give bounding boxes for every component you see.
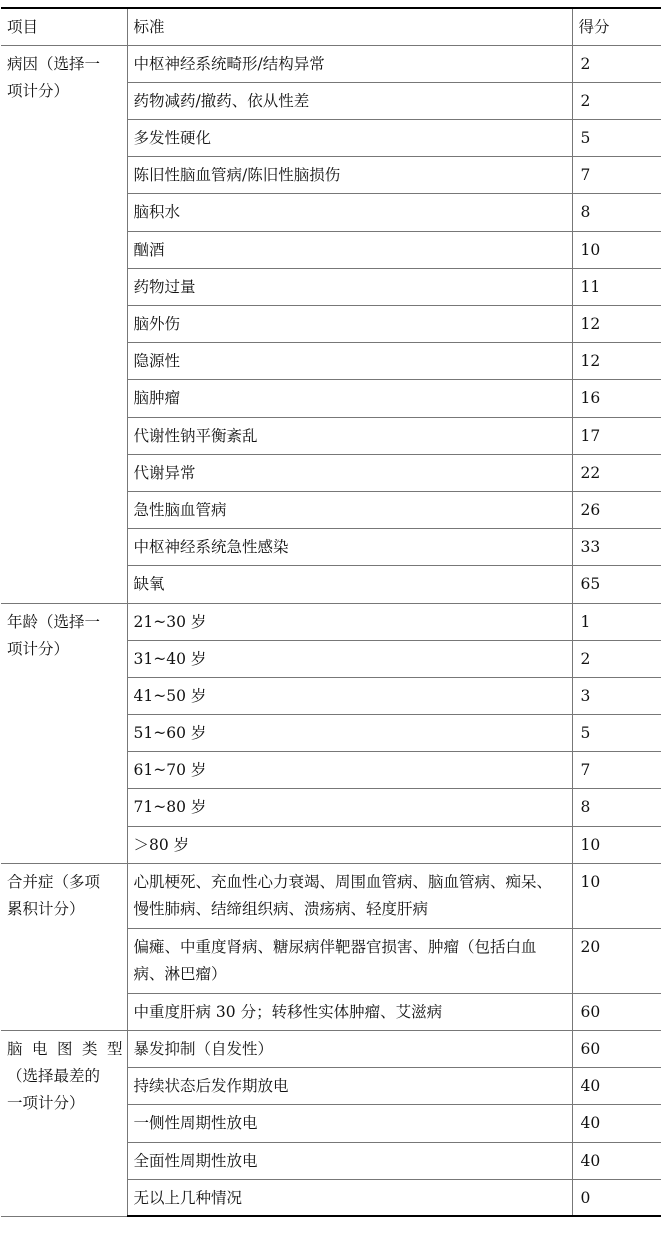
- score-cell: 5: [572, 120, 661, 157]
- score-cell: 2: [572, 45, 661, 82]
- criterion-cell: 陈旧性脑血管病/陈旧性脑损伤: [127, 157, 572, 194]
- score-cell: 65: [572, 566, 661, 603]
- item-label-line: 病因（选择一: [7, 54, 101, 73]
- criterion-cell: 全面性周期性放电: [127, 1142, 572, 1179]
- score-cell: 5: [572, 715, 661, 752]
- score-cell: 8: [572, 789, 661, 826]
- table-row: [1, 1031, 661, 1068]
- item-label-line: （选择最差的: [7, 1067, 101, 1085]
- score-cell: 40: [572, 1105, 661, 1142]
- item-label-line: 项计分）: [7, 81, 70, 100]
- score-cell: 26: [572, 491, 661, 528]
- criterion-cell: 缺氧: [127, 566, 572, 603]
- item-label-line: 年龄（选择一: [7, 612, 101, 631]
- item-label-line: 一项计分）: [7, 1094, 85, 1112]
- criterion-cell: 71~80 岁: [127, 789, 572, 826]
- criterion-cell: 41~50 岁: [127, 677, 572, 714]
- table-row: [1, 863, 661, 928]
- criterion-cell: 隐源性: [127, 343, 572, 380]
- score-cell: 16: [572, 380, 661, 417]
- header-score: 得分: [572, 8, 661, 45]
- table-row: [1, 603, 661, 640]
- score-cell: 12: [572, 343, 661, 380]
- criterion-cell: 多发性硬化: [127, 120, 572, 157]
- criterion-cell: 偏瘫、中重度肾病、糖尿病伴靶器官损害、肿瘤（包括白血病、淋巴瘤）: [127, 928, 572, 993]
- score-cell: 17: [572, 417, 661, 454]
- item-label-line: 项计分）: [7, 639, 70, 658]
- scoring-table: [1, 7, 661, 1217]
- score-cell: 12: [572, 306, 661, 343]
- score-cell: 11: [572, 268, 661, 305]
- criterion-cell: 中重度肝病 30 分；转移性实体肿瘤、艾滋病: [127, 993, 572, 1030]
- criterion-cell: 药物过量: [127, 268, 572, 305]
- score-cell: 60: [572, 1031, 661, 1068]
- score-cell: 2: [572, 82, 661, 119]
- score-cell: 1: [572, 603, 661, 640]
- criterion-cell: 一侧性周期性放电: [127, 1105, 572, 1142]
- criterion-cell: 脑积水: [127, 194, 572, 231]
- item-label-line: 脑电图类型: [7, 1040, 123, 1058]
- score-cell: 0: [572, 1179, 661, 1216]
- score-cell: 7: [572, 752, 661, 789]
- score-cell: 8: [572, 194, 661, 231]
- criterion-cell: 无以上几种情况: [127, 1179, 572, 1216]
- item-label-line: 累积计分）: [7, 899, 85, 918]
- criterion-cell: 酗酒: [127, 231, 572, 268]
- criterion-cell: 61~70 岁: [127, 752, 572, 789]
- header-row: [1, 8, 661, 45]
- criterion-cell: 药物减药/撤药、依从性差: [127, 82, 572, 119]
- table-body: [1, 45, 661, 1216]
- item-cell: [1, 1031, 127, 1217]
- score-cell: 10: [572, 826, 661, 863]
- score-cell: 2: [572, 640, 661, 677]
- criterion-cell: 持续状态后发作期放电: [127, 1068, 572, 1105]
- criterion-cell: 急性脑血管病: [127, 491, 572, 528]
- criterion-cell: ＞80 岁: [127, 826, 572, 863]
- score-cell: 40: [572, 1068, 661, 1105]
- criterion-cell: 暴发抑制（自发性）: [127, 1031, 572, 1068]
- criterion-cell: 代谢性钠平衡紊乱: [127, 417, 572, 454]
- criterion-cell: 脑肿瘤: [127, 380, 572, 417]
- score-cell: 22: [572, 454, 661, 491]
- score-cell: 33: [572, 529, 661, 566]
- score-cell: 10: [572, 231, 661, 268]
- score-cell: 7: [572, 157, 661, 194]
- score-cell: 10: [572, 863, 661, 928]
- score-cell: 40: [572, 1142, 661, 1179]
- score-cell: 60: [572, 993, 661, 1030]
- criterion-cell: 31~40 岁: [127, 640, 572, 677]
- criterion-cell: 中枢神经系统畸形/结构异常: [127, 45, 572, 82]
- header-standard: 标准: [127, 8, 572, 45]
- criterion-cell: 21~30 岁: [127, 603, 572, 640]
- criterion-cell: 51~60 岁: [127, 715, 572, 752]
- item-label-line: 合并症（多项: [7, 872, 101, 891]
- score-cell: 20: [572, 928, 661, 993]
- item-cell: [1, 45, 127, 603]
- header-item: 项目: [1, 8, 127, 45]
- item-cell: [1, 603, 127, 863]
- criterion-cell: 心肌梗死、充血性心力衰竭、周围血管病、脑血管病、痴呆、慢性肺病、结缔组织病、溃疡病、轻度肝病: [127, 863, 572, 928]
- item-cell: [1, 863, 127, 1030]
- criterion-cell: 代谢异常: [127, 454, 572, 491]
- score-cell: 3: [572, 677, 661, 714]
- criterion-cell: 脑外伤: [127, 306, 572, 343]
- criterion-cell: 中枢神经系统急性感染: [127, 529, 572, 566]
- table-row: [1, 45, 661, 82]
